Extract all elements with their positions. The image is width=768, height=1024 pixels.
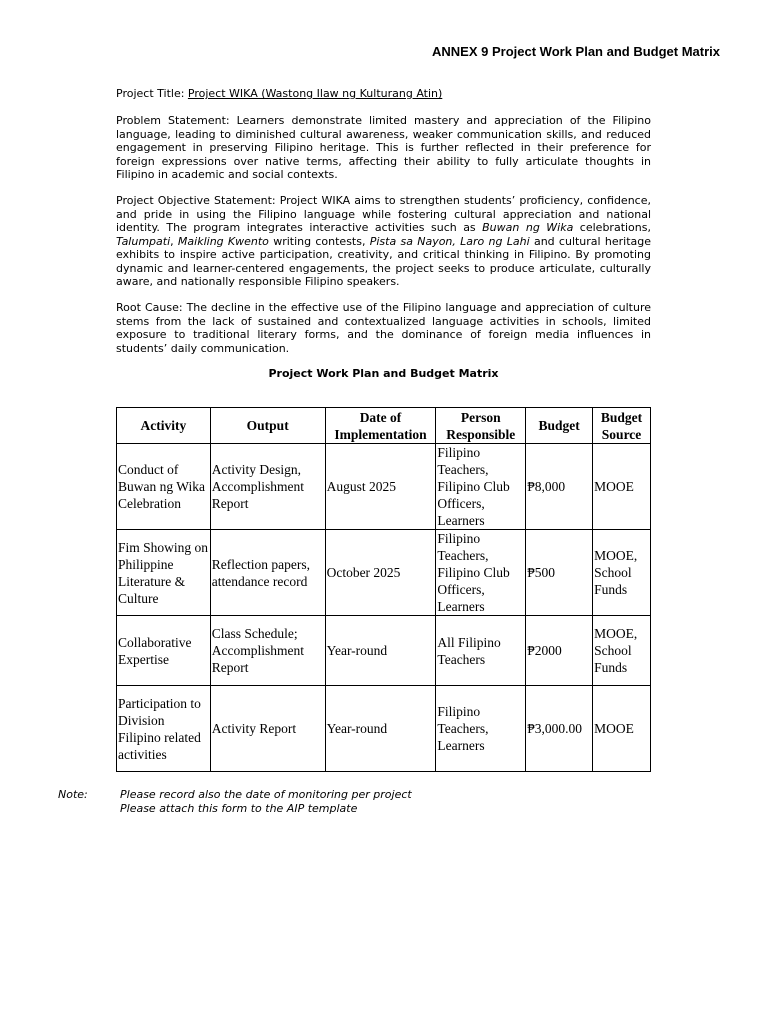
cell-date: Year-round — [325, 686, 436, 772]
problem-statement: Problem Statement: Learners demonstrate limited mastery and appreciation of the Filipino language, leading to diminished cultural awareness, weaker communication skills, and reduced engagement in preserving Filipino heritage. This is further reflected in their preference for foreign expressions over native terms, affecting their ability to fully articulate thoughts in Filipino in academic and social contexts. — [116, 114, 651, 181]
cell-activity: Collaborative Expertise — [117, 616, 211, 686]
cell-person: All Filipino Teachers — [436, 616, 526, 686]
objective-text: celebrations, — [573, 221, 651, 234]
note-lines — [120, 788, 412, 816]
cell-output: Reflection papers, attendance record — [210, 530, 325, 616]
header-budget-source: Budget Source — [593, 408, 651, 444]
header-budget: Budget — [526, 408, 593, 444]
matrix-title: Project Work Plan and Budget Matrix — [268, 367, 499, 380]
objective-text: Project Objective Statement: Project WIKA aims to strengthen students’ proficiency, confidence, and pride in using the Filipino language while fostering cultural appreciation and national identity. The program integrates interactive activities such as — [116, 194, 651, 234]
project-title-value: Project WIKA (Wastong Ilaw ng Kulturang Atin) — [187, 87, 443, 100]
cell-person: Filipino Teachers, Filipino Club Officers, Learners — [436, 530, 526, 616]
objective-italic-1: Buwan ng Wika — [482, 221, 574, 234]
cell-budget: ₱8,000 — [526, 444, 593, 530]
cell-output: Activity Design, Accomplishment Report — [210, 444, 325, 530]
work-plan-table — [116, 407, 651, 772]
annex-heading: ANNEX 9 Project Work Plan and Budget Matrix — [432, 44, 720, 59]
objective-text: , — [170, 234, 178, 248]
header-output: Output — [210, 408, 325, 444]
cell-budget-source: MOOE, School Funds — [593, 616, 651, 686]
table-row — [117, 686, 651, 772]
cell-budget-source: MOOE — [593, 686, 651, 772]
header-activity: Activity — [117, 408, 211, 444]
table-row — [117, 530, 651, 616]
table-row — [117, 616, 651, 686]
cell-output: Activity Report — [210, 686, 325, 772]
table-row — [117, 444, 651, 530]
root-cause: Root Cause: The decline in the effective use of the Filipino language and appreciation of culture stems from the lack of sustained and contextualized language activities in schools, limited exposure to traditional literary forms, and the dominance of foreign media influences in students’ daily communication. — [116, 301, 651, 355]
objective-italic-3: Maikling Kwento — [177, 234, 269, 248]
cell-activity: Participation to Division Filipino related activities — [117, 686, 211, 772]
cell-person: Filipino Teachers, Learners — [436, 686, 526, 772]
cell-activity: Fim Showing on Philippine Literature & Culture — [117, 530, 211, 616]
cell-date: Year-round — [325, 616, 436, 686]
cell-person: Filipino Teachers, Filipino Club Officers, Learners — [436, 444, 526, 530]
objective-italic-2: Talumpati — [116, 234, 171, 248]
cell-date: August 2025 — [325, 444, 436, 530]
objective-text: and cultural heritage exhibits to inspire active participation, creativity, and critical thinking in Filipino. By promoting dynamic and learner-centered engagements, the project seeks to produce articulate, culturally aware, and nationally responsible Filipino speakers. — [116, 234, 651, 288]
cell-budget-source: MOOE — [593, 444, 651, 530]
cell-activity: Conduct of Buwan ng Wika Celebration — [117, 444, 211, 530]
objective-statement — [116, 194, 651, 289]
header-person: Person Responsible — [436, 408, 526, 444]
table-header-row — [117, 408, 651, 444]
project-title-label: Project Title: — [116, 87, 188, 100]
project-title — [116, 87, 651, 101]
cell-budget-source: MOOE, School Funds — [593, 530, 651, 616]
objective-italic-4: Pista sa Nayon, Laro ng Lahi — [369, 234, 530, 248]
note-line-2: Please attach this form to the AIP template — [120, 802, 358, 815]
header-date: Date of Implementation — [325, 408, 436, 444]
note-line-1: Please record also the date of monitoring per project — [120, 788, 412, 801]
cell-budget: ₱500 — [526, 530, 593, 616]
cell-date: October 2025 — [325, 530, 436, 616]
cell-budget: ₱2000 — [526, 616, 593, 686]
cell-output: Class Schedule; Accomplishment Report — [210, 616, 325, 686]
cell-budget: ₱3,000.00 — [526, 686, 593, 772]
objective-text: writing contests, — [268, 234, 370, 248]
note-label: Note: — [58, 788, 88, 801]
